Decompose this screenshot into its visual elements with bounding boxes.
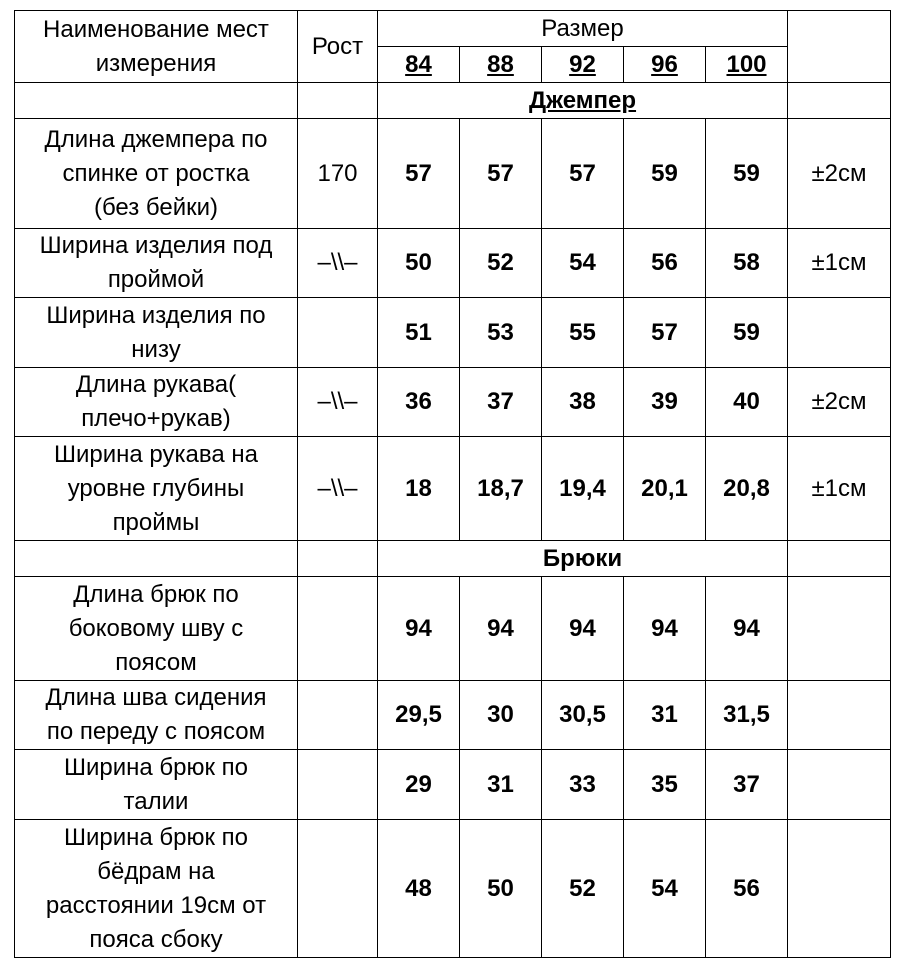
size-value: 31 [624,681,706,750]
table-row [15,119,891,229]
size-value: 55 [542,298,624,368]
size-value: 59 [624,119,706,229]
size-value: 57 [378,119,460,229]
size-value: 38 [542,368,624,437]
size-value: 57 [624,298,706,368]
empty-cell [298,541,378,577]
size-value: 19,4 [542,437,624,541]
section-title-jumper: Джемпер [378,83,788,119]
height-value: 170 [298,119,378,229]
size-value: 20,8 [706,437,788,541]
size-value: 56 [624,229,706,298]
table-row [15,229,891,298]
size-value: 94 [706,577,788,681]
empty-cell [788,541,891,577]
table-row [15,750,891,820]
name-line: проймой [107,266,205,293]
name-line: талии [123,787,189,815]
name-line: Ширина изделия по [46,301,266,329]
tolerance-value [788,681,891,750]
size-value: 18 [378,437,460,541]
size-value: 51 [378,298,460,368]
measurement-name [15,229,298,298]
header-name-line: измерения [95,49,217,77]
name-line: Длина джемпера по [44,125,268,153]
measurement-name [15,750,298,820]
size-value: 33 [542,750,624,820]
name-line: боковому шву с [68,614,244,642]
size-value: 57 [542,119,624,229]
name-line: Ширина брюк по [63,823,249,851]
name-line: Ширина брюк по [63,753,249,781]
height-value [298,681,378,750]
measurement-name [15,820,298,958]
empty-cell [15,541,298,577]
measurement-name [15,119,298,229]
height-value [298,820,378,958]
name-line: плечо+рукав) [81,405,231,432]
size-value: 36 [378,368,460,437]
empty-cell [298,83,378,119]
size-value: 31 [460,750,542,820]
section-title-trousers: Брюки [378,541,788,577]
size-value: 52 [460,229,542,298]
size-value: 50 [460,820,542,958]
section-row-jumper [15,83,891,119]
name-line: Длина рукава( [75,371,237,398]
size-value: 58 [706,229,788,298]
size-value: 37 [460,368,542,437]
size-value: 31,5 [706,681,788,750]
name-line: пояса сбоку [89,925,223,953]
measurement-name [15,577,298,681]
size-value: 35 [624,750,706,820]
size-value: 54 [542,229,624,298]
name-line: Длина брюк по [73,580,239,608]
name-line: бёдрам на [97,857,215,885]
tolerance-value: ±1см [788,437,891,541]
header-name-column [15,11,298,83]
tolerance-value: ±2см [788,368,891,437]
size-value: 40 [706,368,788,437]
measurement-name [15,298,298,368]
table-row [15,298,891,368]
section-row-trousers [15,541,891,577]
empty-cell [788,83,891,119]
measurement-name [15,437,298,541]
size-value: 59 [706,119,788,229]
size-value: 30,5 [542,681,624,750]
height-value [298,298,378,368]
name-line: низу [131,335,181,363]
name-line: (без бейки) [93,193,219,221]
tolerance-value: ±2см [788,119,891,229]
size-value: 94 [460,577,542,681]
header-size-92: 92 [542,47,624,83]
size-value: 94 [542,577,624,681]
table-row [15,368,891,437]
name-line: уровне глубины [67,474,245,502]
measurement-name [15,681,298,750]
tolerance-value [788,750,891,820]
size-value: 94 [624,577,706,681]
name-line: проймы [112,508,200,536]
tolerance-value [788,820,891,958]
size-chart-table [14,10,891,958]
table-row [15,681,891,750]
table-row [15,577,891,681]
header-size-group: Размер [378,11,788,47]
table-row [15,437,891,541]
name-line: спинке от ростка [62,159,250,187]
tolerance-value [788,298,891,368]
name-line: Ширина рукава на [54,440,258,468]
height-value: –\\– [298,368,378,437]
height-value: –\\– [298,229,378,298]
header-name-line: Наименование мест [43,15,269,43]
size-value: 20,1 [624,437,706,541]
header-size-100: 100 [706,47,788,83]
empty-cell [15,83,298,119]
name-line: расстоянии 19см от [45,891,267,919]
height-value [298,577,378,681]
size-value: 29 [378,750,460,820]
size-value: 59 [706,298,788,368]
size-value: 50 [378,229,460,298]
size-value: 94 [378,577,460,681]
size-value: 57 [460,119,542,229]
size-value: 56 [706,820,788,958]
name-line: Ширина изделия под [39,232,273,259]
header-size-96: 96 [624,47,706,83]
tolerance-value [788,577,891,681]
header-size-88: 88 [460,47,542,83]
size-value: 29,5 [378,681,460,750]
header-tolerance-column [788,11,891,83]
size-value: 53 [460,298,542,368]
size-value: 30 [460,681,542,750]
measurement-name [15,368,298,437]
size-value: 18,7 [460,437,542,541]
name-line: по переду с поясом [46,718,266,745]
tolerance-value: ±1см [788,229,891,298]
height-value: –\\– [298,437,378,541]
size-value: 48 [378,820,460,958]
size-value: 37 [706,750,788,820]
name-line: поясом [115,648,197,676]
size-value: 39 [624,368,706,437]
size-value: 54 [624,820,706,958]
header-size-84: 84 [378,47,460,83]
size-value: 52 [542,820,624,958]
name-line: Длина шва сидения [45,684,267,711]
table-row [15,820,891,958]
height-value [298,750,378,820]
header-height-column: Рост [298,11,378,83]
